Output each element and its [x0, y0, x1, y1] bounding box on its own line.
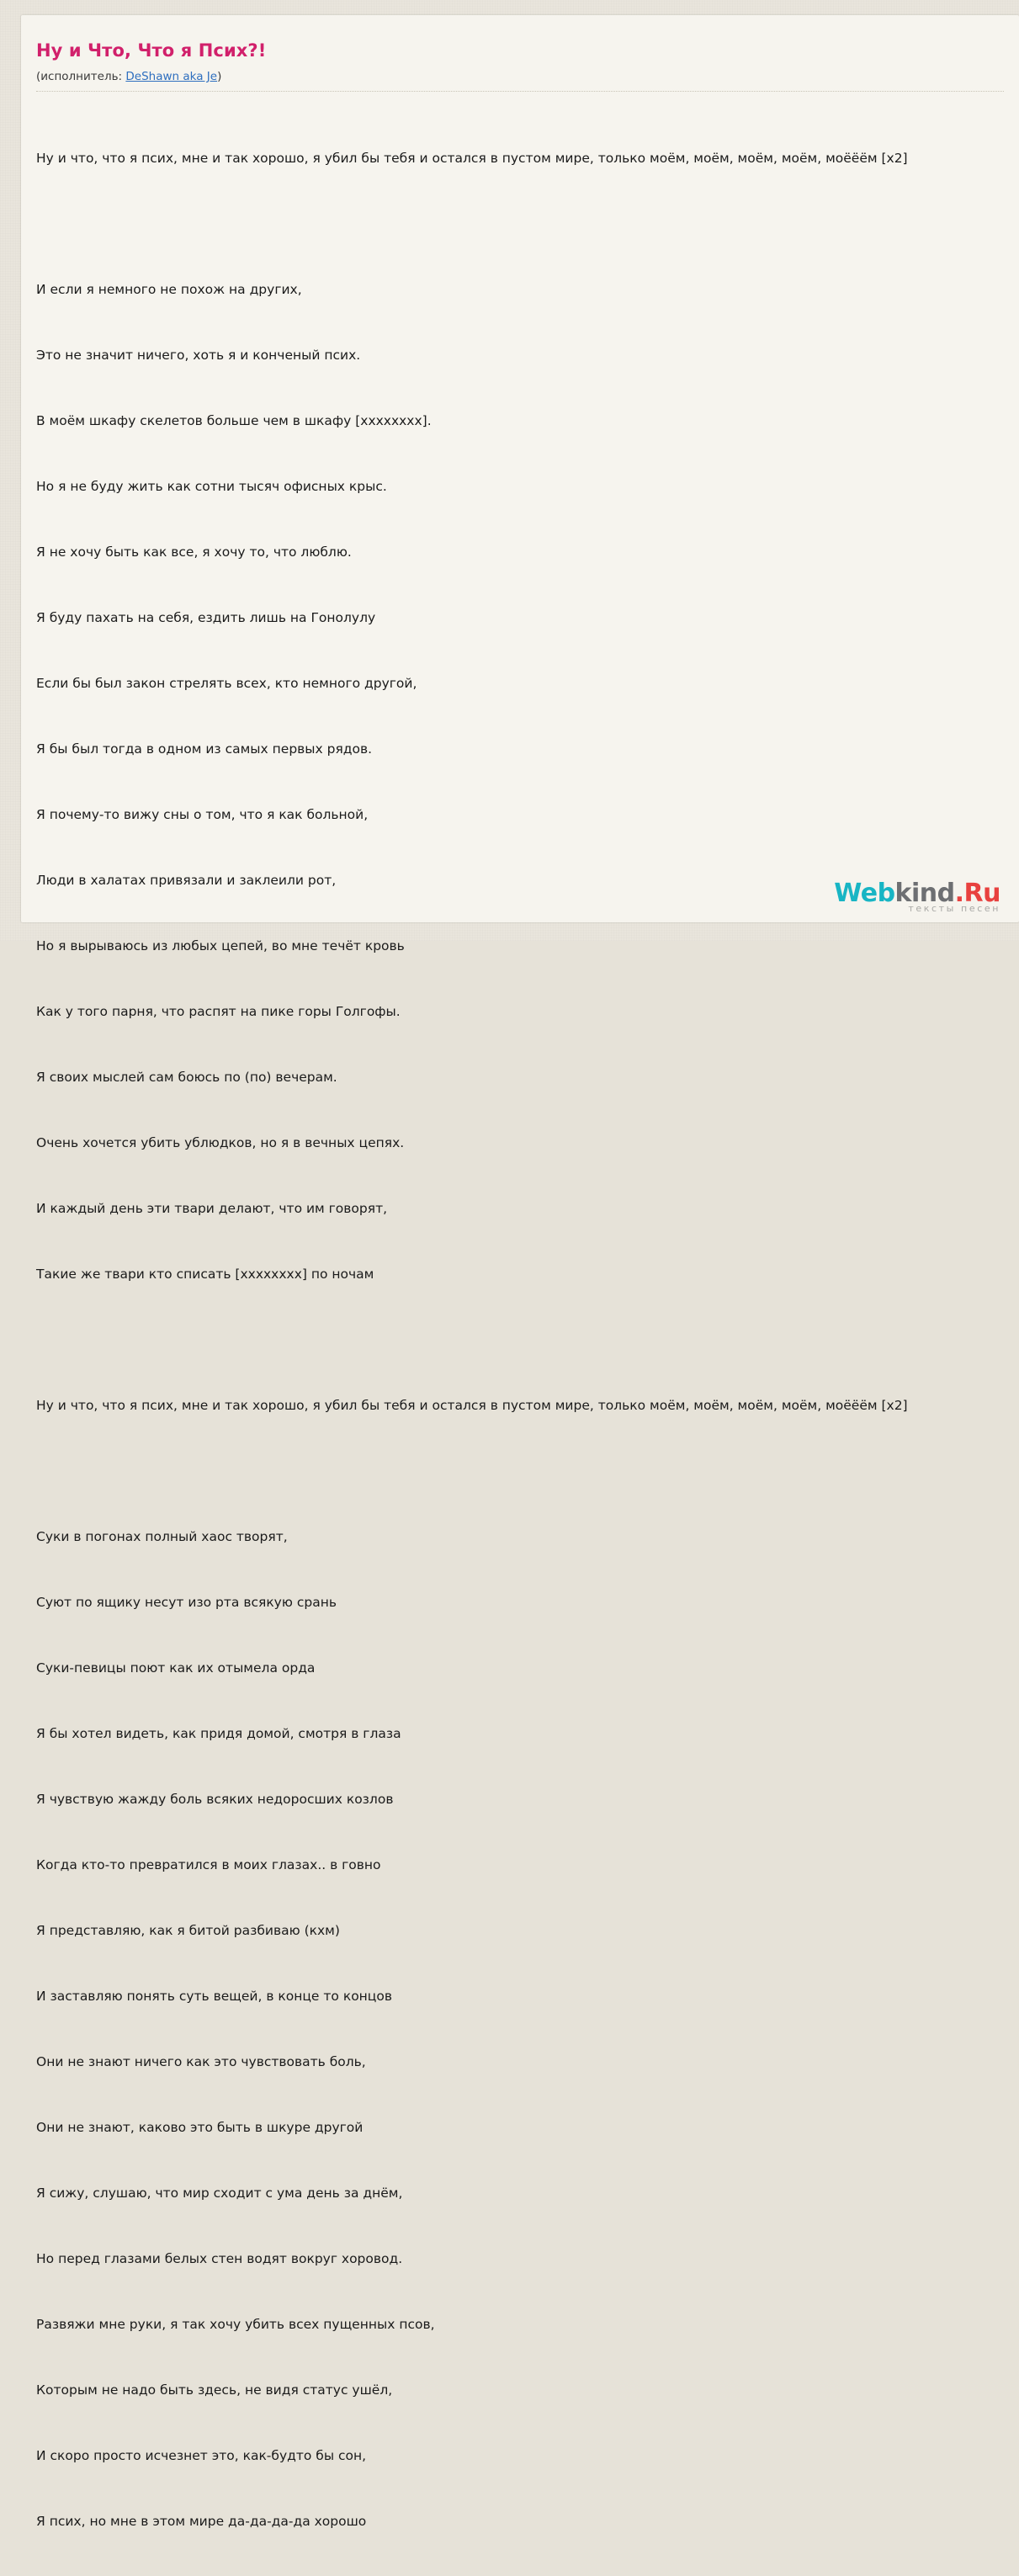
lyrics-line: Я не хочу быть как все, я хочу то, что люблю. — [36, 544, 352, 560]
lyrics-line: Я псих, но мне в этом мире да-да-да-да хорошо — [36, 2514, 367, 2530]
lyrics-line: Люди в халатах привязали и заклеили рот, — [36, 873, 337, 889]
watermark-kind: kind — [894, 879, 955, 908]
lyrics-line: Если бы был закон стрелять всех, кто немного другой, — [36, 676, 417, 692]
lyrics-line: И скоро просто исчезнет это, как-будто бы сон, — [36, 2448, 367, 2464]
lyrics-line: Ну и что, что я псих, мне и так хорошо, я убил бы тебя и остался в пустом мире, только моём, моём, моём, моём, моёёём [x2] — [36, 151, 908, 167]
lyrics-line: В моём шкафу скелетов больше чем в шкафу [xxxxxxxx]. — [36, 413, 432, 429]
lyrics-line: Но я вырываюсь из любых цепей, во мне течёт кровь — [36, 938, 405, 954]
watermark-ru: Ru — [963, 879, 1000, 908]
lyrics-line: Очень хочется убить ублюдков, но я в вечных цепях. — [36, 1135, 405, 1151]
watermark-subtitle: тексты песен — [908, 903, 1000, 914]
lyrics-line: Но перед глазами белых стен водят вокруг хоровод. — [36, 2251, 403, 2267]
watermark-web: Web — [834, 879, 895, 908]
artist-suffix-label: ) — [217, 70, 222, 84]
lyrics-blank — [36, 213, 1019, 235]
lyrics-body — [36, 104, 1019, 2576]
lyrics-line: Я представляю, как я битой разбиваю (кхм) — [36, 1923, 340, 1939]
lyrics-line: И каждый день эти твари делают, что им говорят, — [36, 1201, 388, 1217]
lyrics-blank — [36, 1329, 1019, 1351]
lyrics-line: Суки-певицы поют как их отымела орда — [36, 1660, 316, 1676]
lyrics-line: И если я немного не похож на других, — [36, 282, 302, 298]
lyrics-line: Я почему-то вижу сны о том, что я как больной, — [36, 807, 369, 823]
page-title: Ну и Что, Что я Псих?! — [36, 40, 267, 61]
site-watermark — [834, 881, 1000, 914]
artist-prefix-label: (исполнитель: — [36, 70, 123, 84]
lyrics-line: Развяжи мне руки, я так хочу убить всех пущенных псов, — [36, 2317, 435, 2333]
lyrics-line: Я бы хотел видеть, как придя домой, смотря в глаза — [36, 1726, 401, 1742]
lyrics-line: Суки в погонах полный хаос творят, — [36, 1529, 288, 1545]
lyrics-blank — [36, 1460, 1019, 1482]
lyrics-line: И заставляю понять суть вещей, в конце то концов — [36, 1989, 392, 2005]
watermark-dot: . — [954, 879, 964, 908]
lyrics-line: Они не знают ничего как это чувствовать боль, — [36, 2054, 366, 2070]
lyrics-line: Это не значит ничего, хоть я и конченый псих. — [36, 348, 361, 364]
lyrics-line: Я буду пахать на себя, ездить лишь на Гонолулу — [36, 610, 376, 626]
lyrics-line: Как у того парня, что распят на пике горы Голгофы. — [36, 1004, 401, 1020]
lyrics-line: Они не знают, каково это быть в шкуре другой — [36, 2120, 364, 2136]
lyrics-line: Я своих мыслей сам боюсь по (по) вечерам. — [36, 1070, 337, 1086]
lyrics-line: Ну и что, что я псих, мне и так хорошо, я убил бы тебя и остался в пустом мире, только моём, моём, моём, моём, моёёём [x2] — [36, 1398, 908, 1414]
lyrics-line: Я чувствую жажду боль всяких недоросших козлов — [36, 1792, 394, 1808]
lyrics-sheet — [21, 15, 1019, 2530]
artist-line — [36, 70, 1004, 92]
lyrics-line: Когда кто-то превратился в моих глазах.. в говно — [36, 1857, 381, 1873]
lyrics-line: Я сижу, слушаю, что мир сходит с ума день за днём, — [36, 2186, 403, 2202]
lyrics-line: Суют по ящику несут изо рта всякую срань — [36, 1595, 337, 1611]
lyrics-line: Которым не надо быть здесь, не видя статус ушёл, — [36, 2382, 393, 2398]
lyrics-line: Но я не буду жить как сотни тысяч офисных крыс. — [36, 479, 387, 495]
artist-link[interactable]: DeShawn aka Je — [125, 70, 218, 84]
lyrics-line: Я бы был тогда в одном из самых первых рядов. — [36, 741, 373, 757]
sheet-content — [21, 15, 1019, 2576]
lyrics-line: Такие же твари кто списать [xxxxxxxx] по ночам — [36, 1267, 374, 1283]
